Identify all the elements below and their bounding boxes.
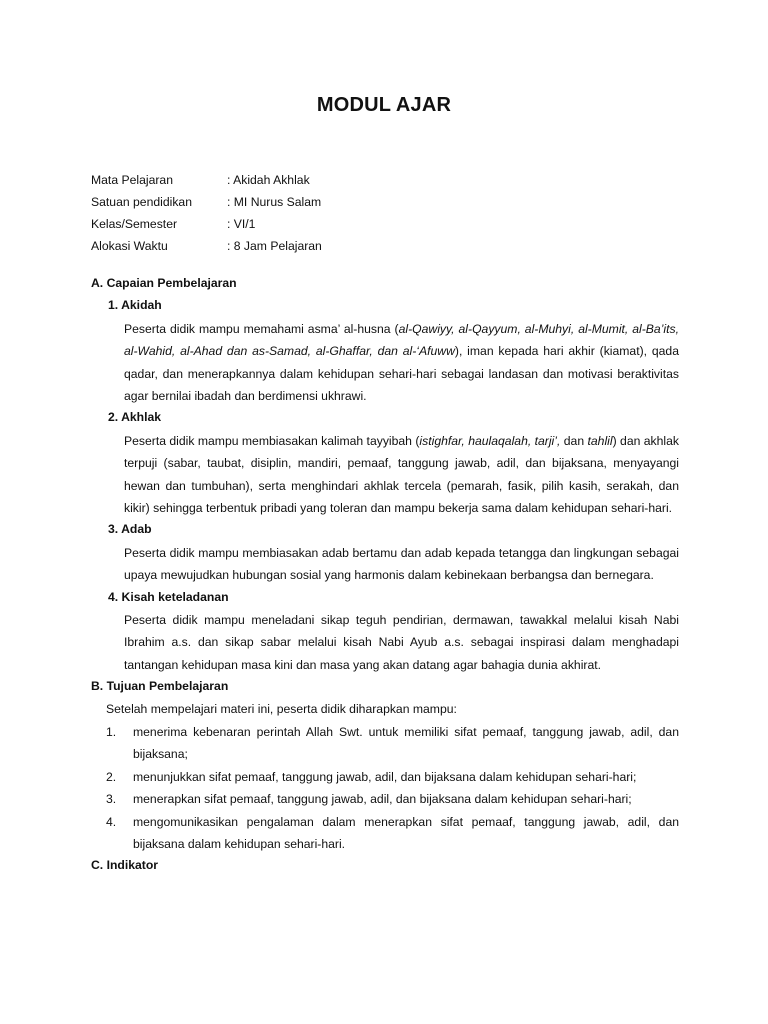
paragraph-italic-text: istighfar, haulaqalah, tarji’, xyxy=(419,433,561,448)
document-metadata xyxy=(91,171,322,259)
list-number: 3. xyxy=(106,792,117,807)
meta-value: : VI/1 xyxy=(227,217,256,231)
list-text: mengomunikasikan pengalaman dalam menerapkan sifat pemaaf, tanggung jawab, adil, dan bijaksana dalam kehidupan sehari-hari. xyxy=(133,814,679,852)
meta-row-class xyxy=(91,215,322,237)
meta-label: Alokasi Waktu xyxy=(91,239,168,253)
subsection-kisah-heading: 4. Kisah keteladanan xyxy=(108,589,229,604)
document-body xyxy=(91,273,679,878)
section-a-heading: A. Capaian Pembelajaran xyxy=(91,276,237,290)
meta-row-school xyxy=(91,193,322,215)
subsection-akhlak-heading: 2. Akhlak xyxy=(108,410,162,425)
list-text: menerima kebenaran perintah Allah Swt. untuk memiliki sifat pemaaf, tanggung jawab, adil, dan bijaksana; xyxy=(133,725,679,762)
list-item xyxy=(91,811,679,856)
paragraph-text: Peserta didik mampu membiasakan kalimah tayyibah ( xyxy=(124,433,420,448)
page-title: MODUL AJAR xyxy=(316,94,452,116)
meta-label: Kelas/Semester xyxy=(91,217,178,231)
subsection-adab-heading: 3. Adab xyxy=(108,522,152,537)
list-text: menunjukkan sifat pemaaf, tanggung jawab, adil, dan bijaksana dalam kehidupan sehari-hari; xyxy=(133,769,637,784)
meta-value: : MI Nurus Salam xyxy=(227,195,322,209)
paragraph-adab: Peserta didik mampu membiasakan adab bertamu dan adab kepada tetangga dan lingkungan sebagai upaya mewujudkan hubungan sosial yang harmonis dalam kebinekaan berbangsa dan bernegara. xyxy=(124,545,679,583)
list-item xyxy=(91,766,679,788)
meta-row-time xyxy=(91,237,322,259)
paragraph-text: ) dan akhlak terpuji (sabar, taubat, disiplin, mandiri, pemaaf, tanggung jawab, adil, dan bijaksana, menyayangi hewan dan tumbuhan), serta menghindari akhlak tercela (pemarah, fasik, pilih kasih, serakah, dan kikir) sehingga terbentuk pribadi yang toleran dan mampu bekerja sama dalam kehidupan sehari-hari. xyxy=(124,433,680,516)
meta-value: : 8 Jam Pelajaran xyxy=(227,239,322,253)
meta-value: : Akidah Akhlak xyxy=(227,173,310,187)
list-text: menerapkan sifat pemaaf, tanggung jawab, adil, dan bijaksana dalam kehidupan sehari-hari; xyxy=(133,792,632,807)
meta-label: Mata Pelajaran xyxy=(91,173,173,187)
meta-label: Satuan pendidikan xyxy=(91,195,192,209)
paragraph-akidah xyxy=(124,318,679,408)
list-number: 2. xyxy=(106,769,117,784)
paragraph-kisah: Peserta didik mampu meneladani sikap teguh pendirian, dermawan, tawakkal melalui kisah Nabi Ibrahim a.s. dan sikap sabar melalui kisah Nabi Ayub a.s. sebagai inspirasi dalam menghadapi tantangan kehidupan masa kini dan masa yang akan datang agar bahagia dunia akhirat. xyxy=(124,613,679,672)
subsection-akidah-heading: 1. Akidah xyxy=(108,298,162,313)
section-b-heading: B. Tujuan Pembelajaran xyxy=(91,679,229,694)
paragraph-akhlak xyxy=(124,430,679,520)
list-number: 1. xyxy=(106,725,117,740)
meta-row-subject xyxy=(91,171,322,193)
paragraph-text: Peserta didik mampu memahami asma’ al-husna ( xyxy=(124,321,399,336)
paragraph-text: dan xyxy=(560,433,588,448)
section-c-heading: C. Indikator xyxy=(91,858,159,873)
list-number: 4. xyxy=(106,814,117,829)
list-item xyxy=(91,721,679,766)
list-item xyxy=(91,788,679,810)
section-b-intro: Setelah mempelajari materi ini, peserta didik diharapkan mampu: xyxy=(106,701,457,716)
paragraph-italic-text: al-Qawiyy, al-Qayyum, al-Muhyi, al-Mumit, al-Ba’its, al-Wahid, al-Ahad dan as-Samad, al-Ghaffar, dan al-‘Afuww xyxy=(124,321,679,359)
paragraph-text: ), iman kepada hari akhir (kiamat), qada qadar, dan menerapkannya dalam kehidupan sehari-hari sebagai landasan dan motivasi beraktivitas agar bernilai ibadah dan berdimensi ukhrawi. xyxy=(124,344,679,403)
paragraph-italic-text: tahlil xyxy=(587,433,613,448)
